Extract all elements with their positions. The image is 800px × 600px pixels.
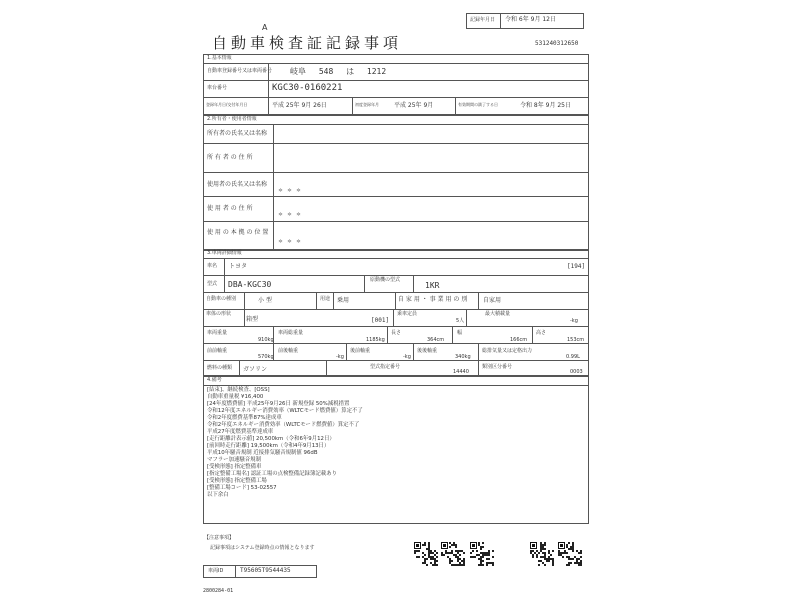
engine-value: 1KR bbox=[425, 281, 440, 290]
reg-no-label: 自動車登録番号又は車両番号 bbox=[207, 68, 273, 74]
expiry-date: 令和 8年 9月 25日 bbox=[520, 102, 571, 109]
remark-line: [走行距離計表示値] 20,500km（令和6年9月12日） bbox=[207, 436, 335, 442]
registration-number: 岐阜 548 は 1212 bbox=[290, 67, 387, 76]
owner-address-label: 所 有 者 の 住 所 bbox=[207, 154, 253, 161]
vehicle-id: T95605T9544435 bbox=[240, 567, 291, 574]
document-number: 531240312650 bbox=[535, 40, 579, 47]
remarks-section-title: 4.備考 bbox=[207, 377, 222, 383]
remark-line: 令和2年度燃費基準87%達成車 bbox=[207, 415, 282, 421]
rear-rear-axle-value: 340kg bbox=[455, 354, 471, 360]
kind-label: 自動車の種別 bbox=[206, 296, 237, 302]
first-year: 平成 25年 9月 bbox=[394, 102, 434, 109]
qr-code bbox=[558, 542, 582, 566]
body-code: [001] bbox=[371, 317, 390, 324]
width-label: 幅 bbox=[457, 330, 463, 336]
front-rear-axle-value: -kg bbox=[336, 354, 344, 360]
first-reg-date: 平成 25年 9月 26日 bbox=[272, 102, 327, 109]
owner-section-title: 2.所有者・使用者情報 bbox=[207, 116, 257, 122]
issue-date: 令和 6年 9月 12日 bbox=[505, 16, 556, 23]
kind-value: 小 型 bbox=[258, 297, 272, 304]
base-location-label: 使 用 の 本 拠 の 位 置 bbox=[207, 229, 269, 236]
form-mark: A bbox=[262, 23, 268, 32]
remark-line: 令和2年度エネルギー消費効率（WLTCモード燃費値）算定不了 bbox=[207, 422, 360, 428]
displacement-value: 0.99L bbox=[566, 354, 580, 360]
qr-code bbox=[530, 542, 554, 566]
capacity-label: 乗車定員 bbox=[397, 311, 418, 317]
owner-name-label: 所有者の氏名又は名称 bbox=[207, 130, 268, 137]
front-front-axle-value: 570kg bbox=[258, 354, 274, 360]
purpose-value: 自家用 bbox=[483, 297, 502, 304]
qr-code bbox=[414, 542, 438, 566]
qr-code bbox=[441, 542, 465, 566]
purpose-label: 自 家 用 ・ 事 業 用 の 別 bbox=[398, 296, 468, 303]
max-load-label: 最大積載量 bbox=[485, 311, 511, 317]
vehicle-id-label: 車両ID bbox=[208, 568, 224, 574]
remark-line: 平成10年騒音規制 近接排気騒音規制値 96dB bbox=[207, 450, 318, 456]
remark-line: 以下余白 bbox=[207, 492, 229, 498]
use-value: 乗用 bbox=[337, 297, 350, 304]
type-approval-label: 型式指定番号 bbox=[370, 364, 401, 370]
make-value: トヨタ bbox=[229, 263, 248, 270]
front-rear-axle-label: 前後軸重 bbox=[278, 348, 299, 354]
qr-code bbox=[470, 542, 494, 566]
remark-line: 平成27年度燃費基準達成車 bbox=[207, 429, 274, 435]
user-address-value: ＊＊＊ bbox=[278, 212, 306, 218]
body-value: 箱型 bbox=[246, 316, 259, 323]
remark-line: [結束]、継続検査、[OSS] bbox=[207, 387, 270, 393]
width-value: 166cm bbox=[510, 337, 528, 343]
notes-text: 記録事項はシステム登録時点の情報となります bbox=[210, 545, 315, 551]
height-value: 153cm bbox=[567, 337, 585, 343]
model-label: 型式 bbox=[207, 281, 218, 287]
category-value: 0003 bbox=[570, 369, 583, 375]
issue-date-label: 記録年月日 bbox=[470, 17, 496, 23]
chassis-label: 車台番号 bbox=[207, 85, 228, 91]
rear-front-axle-label: 後前軸重 bbox=[350, 348, 371, 354]
gross-weight-label: 車両総重量 bbox=[278, 330, 304, 336]
remark-line: 令和12年度エネルギー消費効率（WLTCモード燃費値）算定不了 bbox=[207, 408, 363, 414]
remark-line: [24年度燃費値] 平成25年9月26日 新規登録 50%減税措置 bbox=[207, 401, 350, 407]
base-location-value: ＊＊＊ bbox=[278, 239, 306, 245]
max-load-value: -kg bbox=[570, 318, 578, 324]
weight-label: 車両重量 bbox=[207, 330, 228, 336]
type-approval-value: 14440 bbox=[453, 369, 469, 375]
chassis-number: KGC30-0160221 bbox=[272, 83, 343, 93]
make-code: [194] bbox=[567, 263, 586, 270]
displacement-label: 総排気量又は定格出力 bbox=[482, 348, 533, 354]
remark-line: [指定整備工場名] 認証工場の点検整備記録簿記載あり bbox=[207, 471, 337, 477]
weight-value: 910kg bbox=[258, 337, 274, 343]
document-title: 自動車検査証記録事項 bbox=[212, 34, 403, 52]
remark-line: マフラー加速騒音規制 bbox=[207, 457, 261, 463]
user-address-label: 使 用 者 の 住 所 bbox=[207, 205, 253, 212]
engine-label: 原動機の型式 bbox=[370, 277, 401, 283]
remark-line: [前回時走行距離] 19,500km（令和4年9月13日） bbox=[207, 443, 330, 449]
fuel-value: ガソリン bbox=[243, 366, 268, 373]
remark-line: [受検形態] 指定整備工場 bbox=[207, 478, 267, 484]
form-code: 2800284-01 bbox=[203, 588, 234, 594]
height-label: 高さ bbox=[536, 330, 547, 336]
front-front-axle-label: 前前軸重 bbox=[207, 348, 228, 354]
first-reg-label: 登録年月日/交付年月日 bbox=[206, 102, 248, 107]
length-label: 長さ bbox=[391, 330, 402, 336]
remark-line: [整備工場コード] 53-02557 bbox=[207, 485, 277, 491]
user-name-label: 使用者の氏名又は名称 bbox=[207, 181, 268, 188]
rear-rear-axle-label: 後後軸重 bbox=[417, 348, 438, 354]
remark-line: [受検形態] 指定整備車 bbox=[207, 464, 262, 470]
user-name-value: ＊＊＊ bbox=[278, 188, 306, 194]
first-year-label: 初度登録年月 bbox=[355, 102, 379, 107]
basic-section-title: 1.基本情報 bbox=[207, 55, 232, 61]
rear-front-axle-value: -kg bbox=[403, 354, 411, 360]
model-value: DBA-KGC30 bbox=[228, 280, 272, 289]
length-value: 364cm bbox=[427, 337, 445, 343]
gross-weight-value: 1185kg bbox=[366, 337, 385, 343]
body-label: 車体の形状 bbox=[206, 311, 232, 317]
expiry-label: 有効期間の満了する日 bbox=[458, 102, 498, 107]
make-label: 車名 bbox=[207, 263, 218, 269]
category-label: 類別区分番号 bbox=[482, 364, 513, 370]
fuel-label: 燃料の種類 bbox=[207, 365, 233, 371]
capacity-value: 5人 bbox=[456, 318, 465, 324]
remark-line: 自動車重量税 ¥16,400 bbox=[207, 394, 264, 400]
use-label: 用途 bbox=[320, 296, 331, 302]
vehicle-section-title: 3.車両詳細情報 bbox=[207, 250, 242, 256]
notes-label: 【注意事項】 bbox=[204, 535, 235, 541]
